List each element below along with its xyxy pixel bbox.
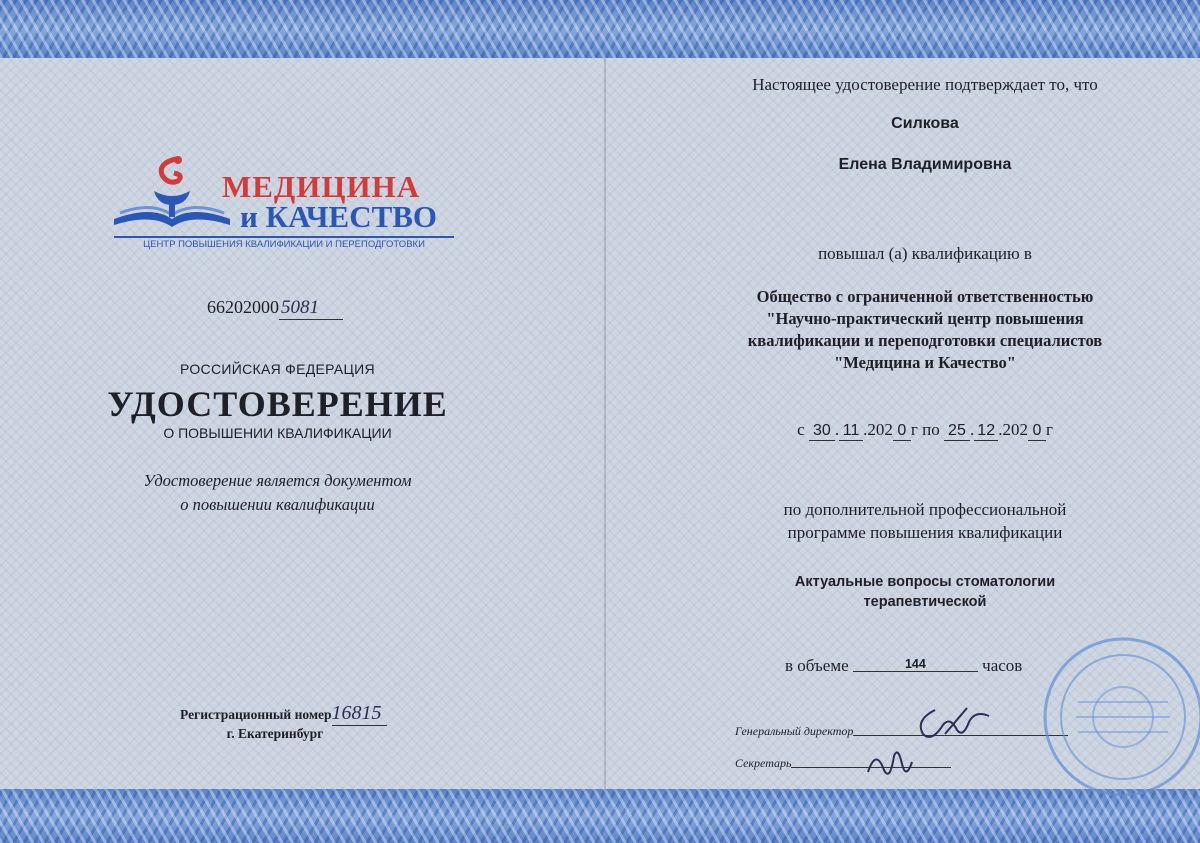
document-note [90,469,465,517]
date-from-year-digit: 0 [893,422,911,441]
director-signature [905,700,995,745]
volume-hours: 144 [853,657,978,672]
registration-label: Регистрационный номер [180,707,332,722]
date-to-month: 12 [974,422,998,441]
country-label: РОССИЙСКАЯ ФЕДЕРАЦИЯ [180,361,375,377]
date-to-year-digit: 0 [1028,422,1046,441]
holder-surname: Силкова [891,115,959,132]
holder-name: Елена Владимировна [838,156,1012,173]
date-from-g: г [910,420,918,439]
serial-handwritten: 5081 [279,297,343,320]
note-line-1: Удостоверение является документом [143,471,412,490]
official-stamp [1038,632,1200,802]
logo-line-1: МЕДИЦИНА [222,169,421,204]
registration-number [180,702,400,726]
org-line-4: "Медицина и Качество" [834,353,1016,372]
date-from-day: 30 [809,422,835,441]
secretary-signature-row [735,756,951,771]
date-from-year-prefix: .202 [863,420,893,439]
date-to-year-prefix: .202 [998,420,1028,439]
program-line-2: программе повышения квалификации [787,523,1063,542]
director-label: Генеральный директор [735,724,854,738]
top-ornamental-border [0,0,1200,58]
logo-subtitle: ЦЕНТР ПОВЫШЕНИЯ КВАЛИФИКАЦИИ И ПЕРЕПОДГОТОВКИ [114,236,454,250]
bottom-ornamental-border [0,789,1200,843]
serial-number [207,297,343,320]
document-subtitle: О ПОВЫШЕНИИ КВАЛИФИКАЦИИ [163,425,392,441]
bowl-of-hygieia-icon [112,155,232,237]
serial-printed: 66202000 [207,297,279,317]
program-line-1: по дополнительной профессиональной [783,500,1067,519]
organization-logo [112,155,457,250]
course-title [640,572,1200,612]
org-line-2: "Научно-практический центр повышения [766,309,1084,328]
course-line-2: терапевтической [863,594,987,610]
center-fold [604,58,606,789]
course-line-1: Актуальные вопросы стоматологии [794,574,1056,590]
date-from-label: с [797,420,805,439]
secretary-signature [862,742,917,787]
date-from-month: 11 [839,422,863,441]
date-to-label: по [922,420,940,439]
qualification-statement: повышал (а) квалификацию в [818,244,1032,263]
org-line-3: квалификации и переподготовки специалистов [747,331,1103,350]
document-title: УДОСТОВЕРЕНИЕ [107,384,448,424]
intro-text: Настоящее удостоверение подтверждает то, что [752,75,1098,94]
volume-unit: часов [982,656,1023,675]
org-line-1: Общество с ограниченной ответственностью [756,287,1094,306]
training-dates: с 30 . 11 .202 0 г по 25 . 12 .202 0 г [797,420,1053,439]
date-to-g: г [1045,420,1053,439]
director-signature-row [735,724,1068,739]
registration-value: 16815 [332,702,387,726]
note-line-2: о повышении квалификации [180,495,375,514]
secretary-label: Секретарь [735,756,792,770]
logo-line-2: и КАЧЕСТВО [240,199,438,234]
city-label: г. Екатеринбург [226,726,324,741]
date-to-day: 25 [944,422,970,441]
organization-name [640,286,1200,374]
volume-label: в объеме [785,656,849,675]
program-description [640,498,1200,544]
